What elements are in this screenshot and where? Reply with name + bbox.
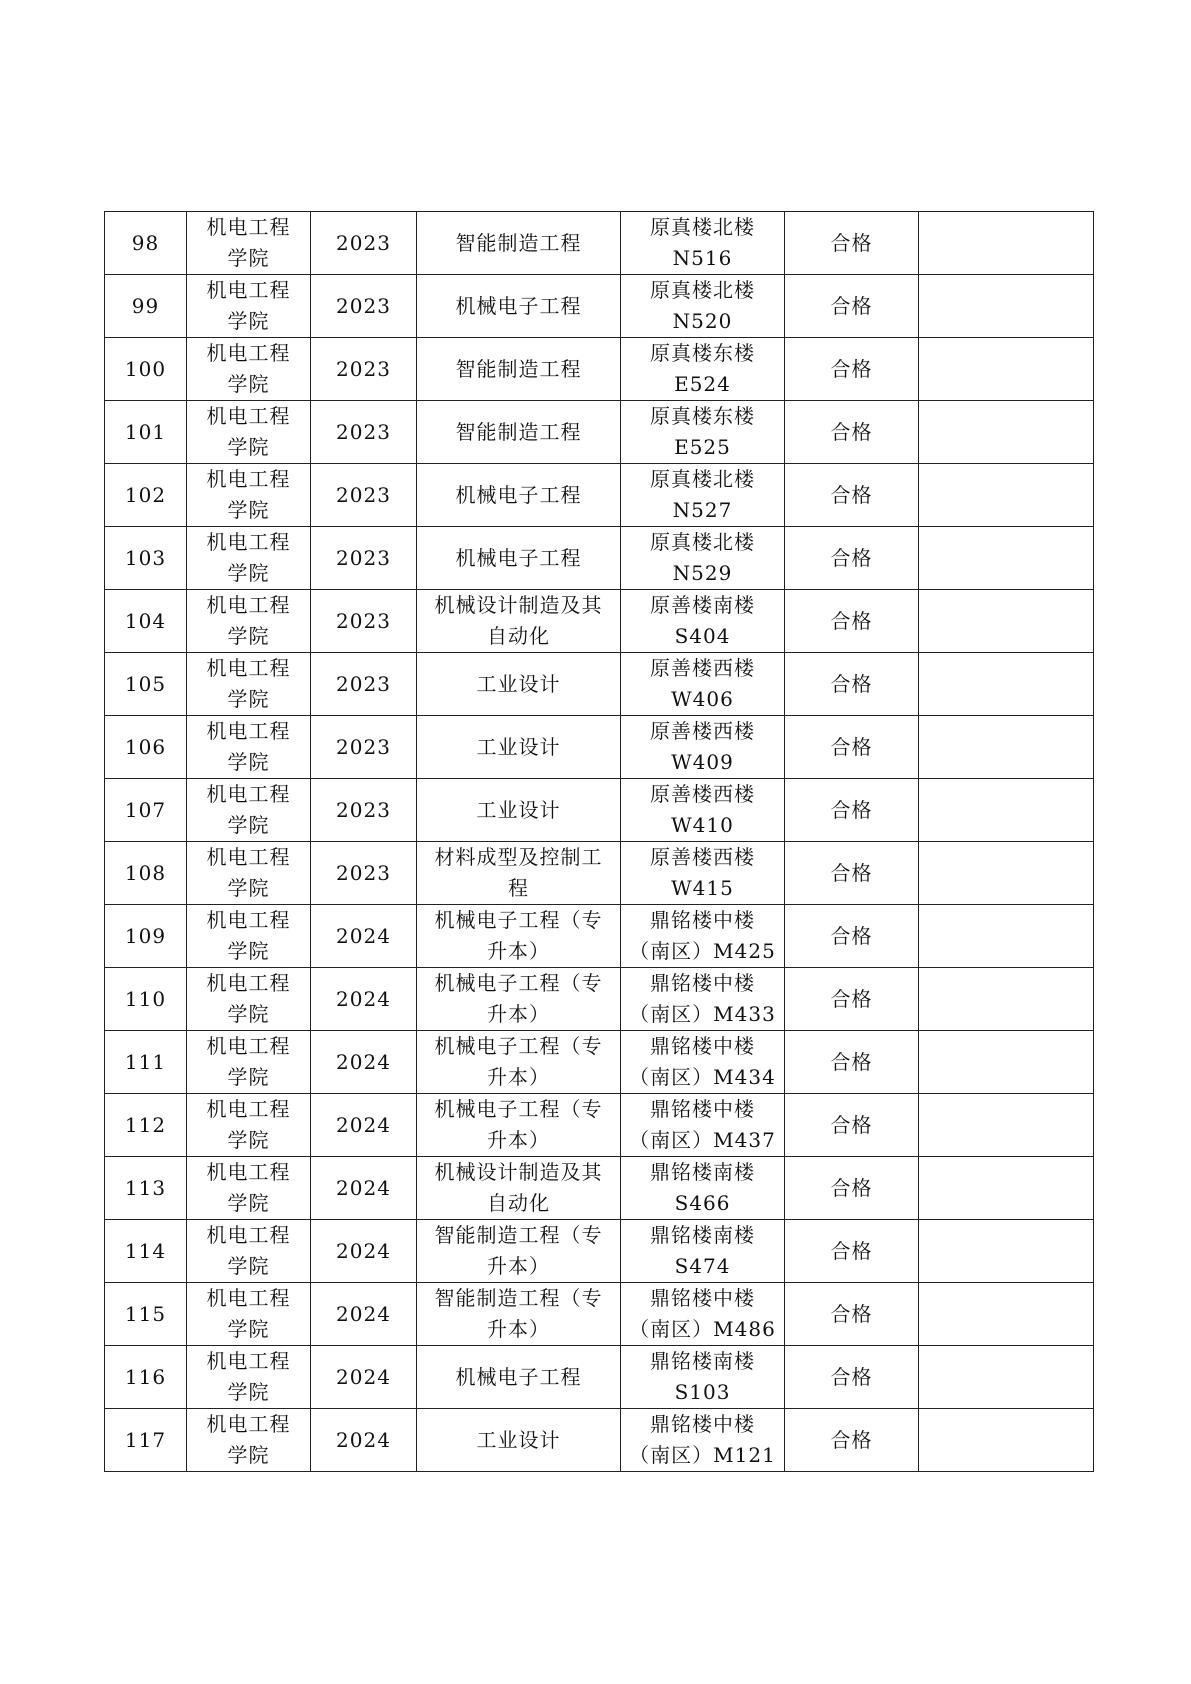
room-line: 鼎铭楼南楼 [650,1223,755,1247]
note-cell [919,1220,1094,1283]
room-line: 鼎铭楼南楼 [650,1160,755,1184]
note-cell [919,779,1094,842]
year-cell: 2023 [311,716,417,779]
major-cell [417,905,621,968]
table-row [105,1346,1094,1409]
table-body [105,212,1094,1472]
major-line: 升本） [487,939,550,963]
note-cell [919,401,1094,464]
row-number-cell: 114 [105,1220,187,1283]
result-cell: 合格 [785,1220,919,1283]
room-line: 鼎铭楼中楼 [650,908,755,932]
college-line: 机电工程 [206,1349,291,1373]
room-line: （南区）M434 [629,1065,776,1089]
room-line: W410 [671,813,734,837]
room-cell [621,401,785,464]
college-line: 机电工程 [206,1097,291,1121]
room-line: （南区）M425 [629,939,776,963]
room-line: N527 [672,498,733,522]
note-cell [919,905,1094,968]
table-row [105,338,1094,401]
row-number-cell: 101 [105,401,187,464]
college-cell [187,590,311,653]
room-line: 鼎铭楼南楼 [650,1349,755,1373]
row-number-cell: 117 [105,1409,187,1472]
room-line: 原真楼北楼 [650,467,755,491]
college-line: 学院 [227,1443,270,1467]
year-cell: 2023 [311,653,417,716]
row-number-cell: 100 [105,338,187,401]
college-line: 机电工程 [206,278,291,302]
note-cell [919,968,1094,1031]
major-line: 工业设计 [476,1427,561,1452]
row-number-cell: 113 [105,1157,187,1220]
college-line: 机电工程 [206,215,291,239]
college-cell [187,527,311,590]
major-cell [417,779,621,842]
year-cell: 2023 [311,212,417,275]
note-cell [919,653,1094,716]
year-cell: 2023 [311,590,417,653]
table-row [105,716,1094,779]
result-cell: 合格 [785,590,919,653]
college-cell [187,842,311,905]
major-cell [417,464,621,527]
major-line: 机械电子工程 [455,1364,582,1389]
major-line: 升本） [487,1254,550,1278]
result-cell: 合格 [785,905,919,968]
room-line: N516 [672,246,733,270]
year-cell: 2024 [311,905,417,968]
room-line: 原真楼东楼 [650,341,755,365]
college-line: 机电工程 [206,1160,291,1184]
college-cell [187,1409,311,1472]
year-cell: 2023 [311,401,417,464]
room-cell [621,1220,785,1283]
table-row [105,1031,1094,1094]
room-line: E524 [674,372,731,396]
college-line: 学院 [227,561,270,585]
major-cell [417,842,621,905]
college-cell [187,716,311,779]
room-line: 鼎铭楼中楼 [650,1286,755,1310]
major-line: 升本） [487,1128,550,1152]
major-cell [417,338,621,401]
major-cell [417,1031,621,1094]
college-line: 机电工程 [206,656,291,680]
table-row [105,653,1094,716]
college-line: 机电工程 [206,782,291,806]
year-cell: 2024 [311,1031,417,1094]
row-number-cell: 98 [105,212,187,275]
row-number-cell: 112 [105,1094,187,1157]
college-line: 学院 [227,750,270,774]
table-row [105,212,1094,275]
major-line: 材料成型及控制工 [434,845,603,869]
year-cell: 2024 [311,968,417,1031]
major-cell [417,968,621,1031]
room-line: S466 [674,1191,731,1215]
table-row [105,1220,1094,1283]
result-cell: 合格 [785,1094,919,1157]
major-line: 机械电子工程（专 [434,971,603,995]
year-cell: 2023 [311,275,417,338]
room-line: S474 [674,1254,731,1278]
major-line: 升本） [487,1002,550,1026]
major-line: 机械设计制造及其 [434,593,603,617]
room-line: W406 [671,687,734,711]
result-cell: 合格 [785,527,919,590]
college-cell [187,905,311,968]
note-cell [919,1283,1094,1346]
note-cell [919,1094,1094,1157]
room-line: （南区）M121 [629,1443,776,1467]
year-cell: 2023 [311,842,417,905]
college-cell [187,1094,311,1157]
major-line: 工业设计 [476,671,561,696]
major-line: 智能制造工程（专 [434,1286,603,1310]
college-cell [187,275,311,338]
major-line: 机械电子工程 [455,482,582,507]
room-line: 原善楼西楼 [650,719,755,743]
result-cell: 合格 [785,1283,919,1346]
major-line: 智能制造工程 [455,230,582,255]
major-cell [417,716,621,779]
college-cell [187,779,311,842]
college-cell [187,338,311,401]
major-line: 智能制造工程（专 [434,1223,603,1247]
college-line: 机电工程 [206,1223,291,1247]
room-line: 原善楼西楼 [650,845,755,869]
table-row [105,527,1094,590]
room-line: 鼎铭楼中楼 [650,971,755,995]
row-number-cell: 109 [105,905,187,968]
major-cell [417,1220,621,1283]
college-line: 机电工程 [206,1034,291,1058]
table-row [105,779,1094,842]
room-line: E525 [674,435,731,459]
row-number-cell: 106 [105,716,187,779]
row-number-cell: 102 [105,464,187,527]
major-line: 自动化 [487,1191,550,1215]
college-cell [187,968,311,1031]
room-cell [621,1346,785,1409]
college-line: 学院 [227,372,270,396]
college-cell [187,1031,311,1094]
note-cell [919,1157,1094,1220]
note-cell [919,590,1094,653]
room-cell [621,1157,785,1220]
college-cell [187,1157,311,1220]
room-line: W409 [671,750,734,774]
major-cell [417,275,621,338]
major-cell [417,1094,621,1157]
year-cell: 2023 [311,464,417,527]
room-line: S404 [674,624,731,648]
room-cell [621,1094,785,1157]
major-line: 机械电子工程（专 [434,1034,603,1058]
row-number-cell: 116 [105,1346,187,1409]
college-line: 机电工程 [206,341,291,365]
college-line: 机电工程 [206,908,291,932]
note-cell [919,275,1094,338]
room-line: （南区）M486 [629,1317,776,1341]
college-line: 学院 [227,1191,270,1215]
table-row [105,842,1094,905]
college-cell [187,401,311,464]
college-line: 学院 [227,309,270,333]
row-number-cell: 115 [105,1283,187,1346]
result-cell: 合格 [785,968,919,1031]
room-line: （南区）M433 [629,1002,776,1026]
major-line: 升本） [487,1317,550,1341]
result-cell: 合格 [785,1409,919,1472]
room-cell [621,590,785,653]
year-cell: 2023 [311,779,417,842]
result-cell: 合格 [785,716,919,779]
college-line: 学院 [227,1002,270,1026]
note-cell [919,1031,1094,1094]
room-cell [621,842,785,905]
table-row [105,590,1094,653]
college-line: 学院 [227,687,270,711]
major-cell [417,401,621,464]
note-cell [919,464,1094,527]
room-line: 原善楼南楼 [650,593,755,617]
major-cell [417,527,621,590]
room-line: 鼎铭楼中楼 [650,1097,755,1121]
note-cell [919,338,1094,401]
major-line: 机械电子工程（专 [434,1097,603,1121]
note-cell [919,1409,1094,1472]
college-cell [187,464,311,527]
dormitory-inspection-table [104,211,1094,1472]
table-row [105,1283,1094,1346]
room-cell [621,779,785,842]
room-line: 原真楼北楼 [650,278,755,302]
result-cell: 合格 [785,464,919,527]
college-line: 学院 [227,1128,270,1152]
room-cell [621,527,785,590]
row-number-cell: 107 [105,779,187,842]
note-cell [919,212,1094,275]
table-row [105,1094,1094,1157]
row-number-cell: 104 [105,590,187,653]
college-line: 学院 [227,435,270,459]
result-cell: 合格 [785,1031,919,1094]
row-number-cell: 111 [105,1031,187,1094]
note-cell [919,1346,1094,1409]
room-cell [621,212,785,275]
major-cell [417,653,621,716]
room-line: N529 [672,561,733,585]
college-line: 学院 [227,876,270,900]
major-line: 机械电子工程 [455,545,582,570]
result-cell: 合格 [785,1157,919,1220]
year-cell: 2023 [311,527,417,590]
room-cell [621,338,785,401]
college-line: 机电工程 [206,467,291,491]
college-cell [187,1346,311,1409]
room-cell [621,905,785,968]
room-cell [621,653,785,716]
year-cell: 2024 [311,1094,417,1157]
room-cell [621,1031,785,1094]
table-row [105,275,1094,338]
room-line: 原真楼北楼 [650,215,755,239]
result-cell: 合格 [785,653,919,716]
college-line: 学院 [227,813,270,837]
college-cell [187,653,311,716]
college-cell [187,1283,311,1346]
major-cell [417,1409,621,1472]
major-line: 机械电子工程 [455,293,582,318]
major-cell [417,1157,621,1220]
row-number-cell: 105 [105,653,187,716]
result-cell: 合格 [785,401,919,464]
result-cell: 合格 [785,779,919,842]
row-number-cell: 103 [105,527,187,590]
year-cell: 2024 [311,1409,417,1472]
room-line: S103 [674,1380,731,1404]
room-cell [621,968,785,1031]
room-line: N520 [672,309,733,333]
room-line: 鼎铭楼中楼 [650,1034,755,1058]
table-row [105,1157,1094,1220]
college-line: 机电工程 [206,845,291,869]
room-cell [621,716,785,779]
room-line: 原善楼西楼 [650,656,755,680]
row-number-cell: 110 [105,968,187,1031]
room-line: （南区）M437 [629,1128,776,1152]
college-line: 学院 [227,1254,270,1278]
year-cell: 2024 [311,1220,417,1283]
table-row [105,968,1094,1031]
major-line: 工业设计 [476,797,561,822]
major-cell [417,590,621,653]
room-cell [621,1409,785,1472]
room-line: 原善楼西楼 [650,782,755,806]
major-cell [417,1283,621,1346]
college-line: 学院 [227,1380,270,1404]
college-line: 学院 [227,939,270,963]
result-cell: 合格 [785,1346,919,1409]
college-line: 学院 [227,246,270,270]
note-cell [919,716,1094,779]
room-line: W415 [671,876,734,900]
result-cell: 合格 [785,212,919,275]
room-line: 原真楼东楼 [650,404,755,428]
college-line: 机电工程 [206,719,291,743]
room-line: 鼎铭楼中楼 [650,1412,755,1436]
college-line: 机电工程 [206,404,291,428]
college-line: 机电工程 [206,1286,291,1310]
result-cell: 合格 [785,338,919,401]
major-line: 程 [508,876,529,900]
note-cell [919,842,1094,905]
major-line: 升本） [487,1065,550,1089]
college-line: 学院 [227,1317,270,1341]
result-cell: 合格 [785,275,919,338]
major-line: 工业设计 [476,734,561,759]
table-row [105,464,1094,527]
college-line: 机电工程 [206,530,291,554]
college-line: 学院 [227,624,270,648]
result-cell: 合格 [785,842,919,905]
note-cell [919,527,1094,590]
college-cell [187,212,311,275]
college-line: 机电工程 [206,593,291,617]
college-cell [187,1220,311,1283]
table-row [105,905,1094,968]
year-cell: 2024 [311,1157,417,1220]
room-cell [621,464,785,527]
row-number-cell: 108 [105,842,187,905]
row-number-cell: 99 [105,275,187,338]
major-cell [417,1346,621,1409]
major-cell [417,212,621,275]
major-line: 智能制造工程 [455,419,582,444]
year-cell: 2024 [311,1346,417,1409]
college-line: 机电工程 [206,1412,291,1436]
college-line: 学院 [227,498,270,522]
room-cell [621,1283,785,1346]
year-cell: 2023 [311,338,417,401]
major-line: 机械电子工程（专 [434,908,603,932]
major-line: 自动化 [487,624,550,648]
college-line: 学院 [227,1065,270,1089]
college-line: 机电工程 [206,971,291,995]
table-row [105,1409,1094,1472]
year-cell: 2024 [311,1283,417,1346]
room-line: 原真楼北楼 [650,530,755,554]
major-line: 机械设计制造及其 [434,1160,603,1184]
table-row [105,401,1094,464]
major-line: 智能制造工程 [455,356,582,381]
room-cell [621,275,785,338]
